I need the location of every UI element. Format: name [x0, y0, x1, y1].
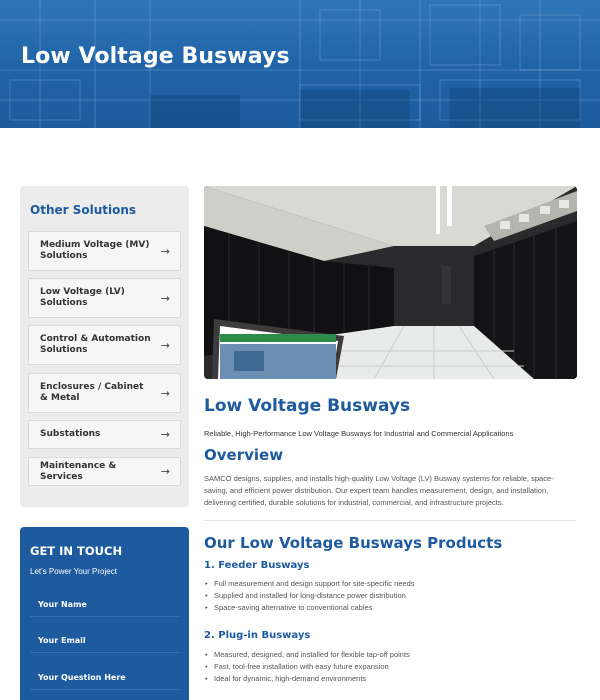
hero-banner — [0, 0, 600, 128]
arrow-right-icon: → — [160, 386, 170, 400]
solution-item-label: Enclosures / Cabinet & Metal — [40, 382, 144, 403]
page-title: Low Voltage Busways — [21, 44, 290, 69]
arrow-right-icon: → — [160, 428, 170, 441]
list-item: • Measured, designed, and installed for flexible tap-off points — [204, 649, 576, 661]
solution-item-label: Control & Automation Solutions — [40, 334, 151, 355]
contact-title: GET IN TOUCH — [30, 544, 123, 558]
plug-in-busways-list — [204, 649, 576, 685]
list-item: • Space-saving alternative to conventional cables — [204, 602, 576, 614]
products-heading: Our Low Voltage Busways Products — [204, 534, 503, 552]
email-input[interactable] — [30, 629, 179, 653]
list-item: • Full measurement and design support for site-specific needs — [204, 578, 576, 590]
arrow-right-icon: → — [160, 244, 170, 258]
solution-item-medium-voltage[interactable] — [28, 231, 181, 271]
divider — [204, 520, 576, 521]
solution-item-label: Maintenance & Services — [40, 460, 117, 482]
solution-item-label: Low Voltage (LV) Solutions — [40, 287, 125, 308]
feeder-busways-list — [204, 578, 576, 614]
overview-paragraph: SAMCO designs, supplies, and installs high-quality Low Voltage (LV) Busway systems for reliable, space-saving, and efficient power distribution. Our expert team handles measurement, design, and installation, delivering certified, durable solutions for industrial, commercial, and infrastructure projects. — [204, 474, 554, 507]
list-item: • Ideal for dynamic, high-demand environments — [204, 673, 576, 685]
arrow-right-icon: → — [160, 338, 170, 352]
arrow-right-icon: → — [160, 465, 170, 478]
arrow-right-icon: → — [160, 291, 170, 305]
content-heading: Low Voltage Busways — [204, 396, 411, 416]
solution-item-label: Substations — [40, 429, 101, 439]
solution-item-maintenance[interactable] — [28, 457, 181, 486]
solution-item-low-voltage[interactable] — [28, 278, 181, 318]
other-solutions-panel — [20, 186, 189, 507]
server-room-photo — [204, 186, 577, 379]
overview-heading: Overview — [204, 446, 284, 464]
solution-item-enclosures[interactable] — [28, 373, 181, 413]
solution-item-control-automation[interactable] — [28, 325, 181, 365]
other-solutions-title: Other Solutions — [30, 203, 137, 217]
contact-subtitle: Let's Power Your Project — [30, 567, 117, 576]
product-title-feeder: 1. Feeder Busways — [204, 560, 310, 571]
product-title-plug-in: 2. Plug-in Busways — [204, 630, 311, 641]
question-input[interactable] — [30, 666, 179, 690]
contact-form-panel — [20, 527, 189, 700]
list-item: • Fast, tool-free installation with easy future expansion — [204, 661, 576, 673]
tagline: Reliable, High-Performance Low Voltage Busways for Industrial and Commercial Applications — [204, 429, 514, 438]
name-input[interactable] — [30, 593, 179, 617]
list-item: • Supplied and installed for long-distance power distribution — [204, 590, 576, 602]
solution-item-substations[interactable] — [28, 420, 181, 449]
solution-item-label: Medium Voltage (MV) Solutions — [40, 240, 150, 261]
